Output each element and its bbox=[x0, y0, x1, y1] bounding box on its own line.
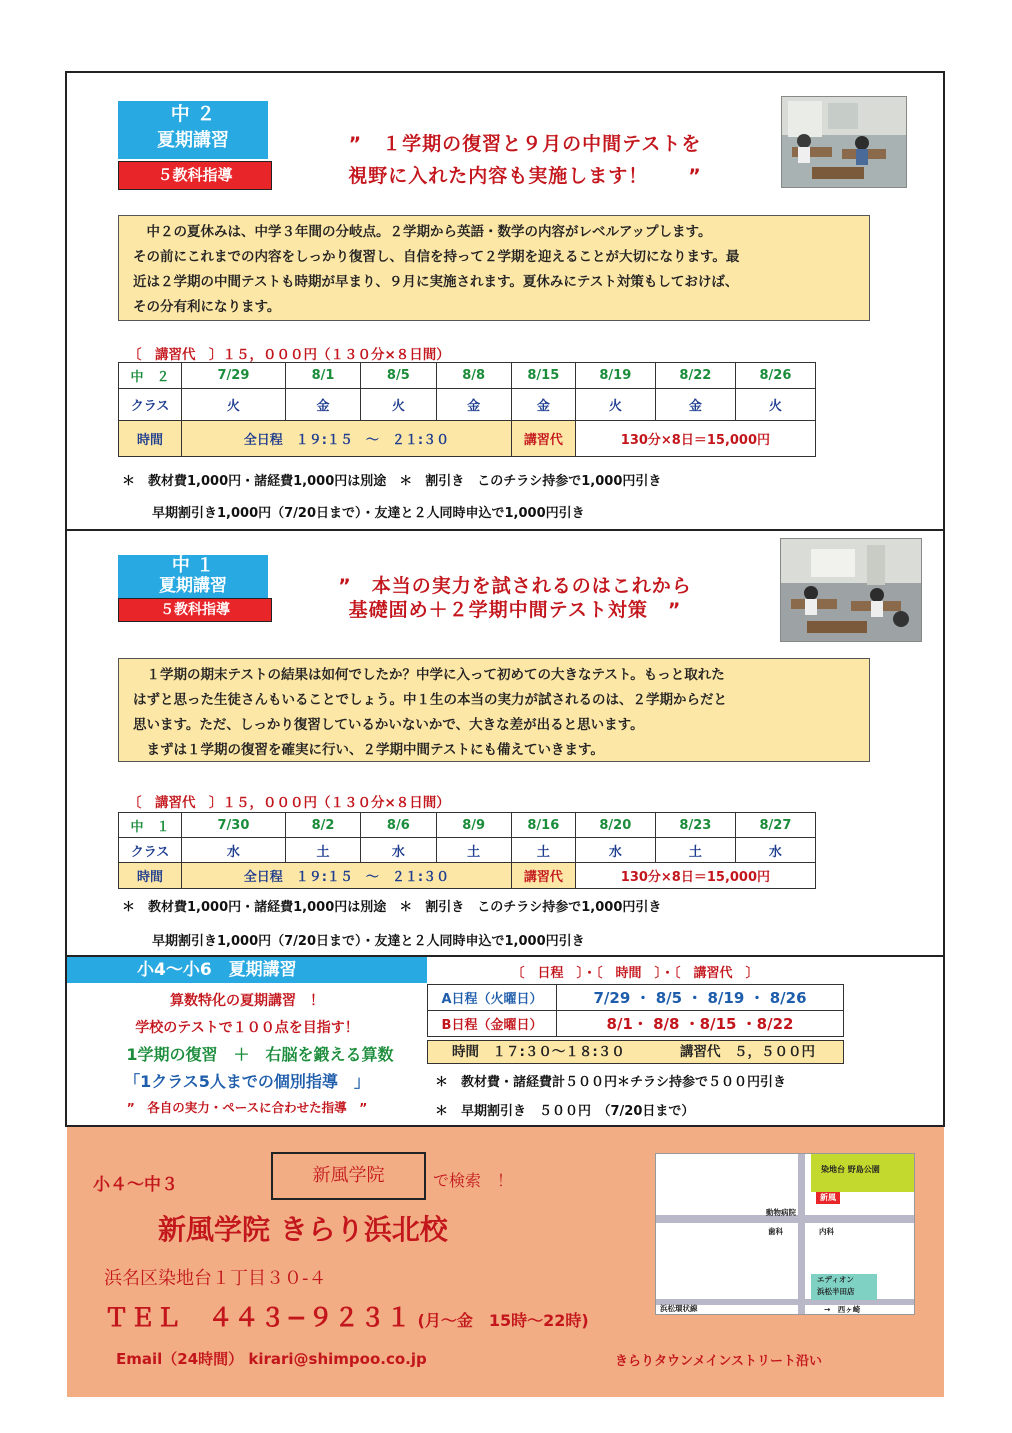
elementary-time: 時間 １７:３０～１８:３０ bbox=[452, 1044, 625, 1060]
chu1-time-label: 時間 bbox=[119, 863, 182, 889]
school-name: 新風学院 きらり浜北校 bbox=[158, 1213, 448, 1246]
map-dental: 歯科 bbox=[768, 1227, 783, 1236]
map-edion-line-1: エディオン bbox=[817, 1275, 854, 1284]
chu1-price: 〔 講習代 〕１５，０００円（１３０分×８日間） bbox=[128, 795, 450, 811]
chu1-day: 土 bbox=[655, 838, 735, 863]
map-park bbox=[811, 1154, 914, 1192]
elementary-title-bar: 小4～小6 夏期講習 bbox=[67, 957, 427, 983]
chu2-footnote-2: 早期割引き1,000円（7/20日まで）・友達と２人同時申込で1,000円引き bbox=[152, 506, 585, 521]
elementary-line-3: 1学期の復習 ＋ 右脳を鍛える算数 bbox=[126, 1045, 394, 1064]
chu1-date: 8/6 bbox=[361, 813, 436, 838]
chu2-badge-grade: 中 ２ bbox=[170, 103, 216, 125]
chu1-date: 8/2 bbox=[285, 813, 360, 838]
chu1-row-label: 中 １ bbox=[119, 813, 182, 838]
chu1-classroom-photo bbox=[780, 538, 922, 642]
chu1-date: 8/20 bbox=[575, 813, 655, 838]
map-road-label: 浜松環状線 bbox=[660, 1304, 698, 1313]
chu1-badge-title: 夏期講習 bbox=[159, 576, 227, 596]
chu2-badge bbox=[118, 101, 268, 159]
map-direction: → 西ヶ崎 bbox=[824, 1305, 861, 1314]
chu1-date: 8/23 bbox=[655, 813, 735, 838]
chu2-date: 8/1 bbox=[285, 363, 360, 389]
chu1-footnote-1: ＊ 教材費1,000円・諸経費1,000円は別途 ＊ 割引き このチラシ持参で1,000円引き bbox=[122, 900, 662, 915]
chu1-day: 水 bbox=[575, 838, 655, 863]
chu2-note-line: 中２の夏休みは、中学３年間の分岐点。２学期から英語・数学の内容がレベルアップします。 bbox=[133, 224, 712, 240]
chu1-fee-value: 130分×8日＝15,000円 bbox=[575, 863, 815, 889]
chu2-price: 〔 講習代 〕１５，０００円（１３０分×８日間） bbox=[128, 347, 450, 363]
chu1-date: 8/27 bbox=[735, 813, 815, 838]
elementary-note-1: ＊ 教材費・諸経費計５００円＊チラシ持参で５００円引き bbox=[435, 1075, 787, 1090]
chu1-date: 8/9 bbox=[436, 813, 511, 838]
chu1-day: 土 bbox=[511, 838, 575, 863]
chu1-footnote-2: 早期割引き1,000円（7/20日まで）・友達と２人同時申込で1,000円引き bbox=[152, 934, 585, 949]
school-phone bbox=[104, 1298, 589, 1334]
map-edion-line-2: 浜松半田店 bbox=[817, 1287, 855, 1296]
chu1-day: 水 bbox=[182, 838, 286, 863]
chu2-date: 8/15 bbox=[511, 363, 575, 389]
chu2-date: 8/8 bbox=[436, 363, 511, 389]
chu1-date: 8/16 bbox=[511, 813, 575, 838]
street-note: きらりタウンメインストリート沿い bbox=[615, 1354, 822, 1369]
chu1-day: 水 bbox=[735, 838, 815, 863]
chu2-fee-value: 130分×8日＝15,000円 bbox=[575, 421, 815, 457]
chu2-date: 8/19 bbox=[575, 363, 655, 389]
search-box: 新風学院 bbox=[271, 1152, 426, 1200]
chu2-note-line: その分有利になります。 bbox=[133, 299, 281, 315]
school-grades: 小４～中３ bbox=[93, 1175, 178, 1195]
a-schedule-label: A日程（火曜日） bbox=[428, 985, 557, 1011]
chu2-day: 火 bbox=[361, 389, 436, 421]
chu1-class-label: クラス bbox=[119, 838, 182, 863]
chu1-day: 水 bbox=[361, 838, 436, 863]
chu2-row-label: 中 ２ bbox=[119, 363, 182, 389]
chu1-time-value: 全日程 １９:１５ ～ ２１:３０ bbox=[182, 863, 512, 889]
elementary-line-4: 「1クラス5人までの個別指導 」 bbox=[124, 1072, 370, 1091]
chu2-time-value: 全日程 １９:１５ ～ ２１:３０ bbox=[182, 421, 512, 457]
chu1-day: 土 bbox=[285, 838, 360, 863]
phone-hours: (月～金 15時～22時) bbox=[417, 1311, 589, 1330]
elementary-schedule-table bbox=[427, 984, 844, 1037]
chu1-day: 土 bbox=[436, 838, 511, 863]
chu1-headline-line-1: ” 本当の実力を試されるのはこれから bbox=[338, 575, 692, 597]
school-address: 浜名区染地台１丁目３０-４ bbox=[104, 1268, 327, 1289]
chu2-day: 金 bbox=[436, 389, 511, 421]
chu1-schedule-table bbox=[118, 812, 816, 889]
chu2-intro-note bbox=[118, 215, 870, 321]
school-email: Email（24時間） kirari@shimpoo.co.jp bbox=[116, 1350, 427, 1368]
chu2-subjects-badge: ５教科指導 bbox=[118, 161, 272, 190]
chu1-headline-line-2: 基礎固め＋２学期中間テスト対策 ” bbox=[348, 599, 682, 621]
chu2-time-label: 時間 bbox=[119, 421, 182, 457]
map-edion bbox=[811, 1274, 877, 1300]
elementary-schedule-header: 〔 日程 〕・〔 時間 〕・〔 講習代 〕 bbox=[511, 966, 759, 981]
access-map bbox=[655, 1153, 915, 1315]
chu1-note-line: はずと思った生徒さんもいることでしょう。中１生の本当の実力が試されるのは、２学期からだと bbox=[133, 692, 727, 708]
chu2-fee-label: 講習代 bbox=[511, 421, 575, 457]
chu2-headline-line-2: 視野に入れた内容も実施します！ ” bbox=[348, 165, 702, 187]
map-internal: 内科 bbox=[819, 1227, 834, 1236]
chu2-day: 火 bbox=[182, 389, 286, 421]
elementary-time-fee-row bbox=[427, 1040, 844, 1064]
elementary-fee: 講習代 ５，５００円 bbox=[680, 1044, 815, 1060]
chu1-note-line: １学期の期末テストの結果は如何でしたか？中学に入って初めての大きなテスト。もっと取れた bbox=[133, 667, 725, 683]
chu2-note-line: 近は２学期の中間テストも時期が早まり、９月に実施されます。夏休みにテスト対策もしておけば、 bbox=[133, 274, 739, 290]
chu1-fee-label: 講習代 bbox=[511, 863, 575, 889]
chu2-day: 金 bbox=[655, 389, 735, 421]
chu2-day: 火 bbox=[735, 389, 815, 421]
elementary-line-2: 学校のテストで１００点を目指す！ bbox=[135, 1020, 359, 1036]
chu2-headline bbox=[290, 128, 760, 192]
chu1-headline bbox=[290, 574, 740, 622]
chu1-intro-note bbox=[118, 658, 870, 762]
elementary-note-2: ＊ 早期割引き ５００円 （7/20日まで） bbox=[435, 1104, 695, 1119]
b-schedule-label: B日程（金曜日） bbox=[428, 1011, 557, 1037]
chu2-class-label: クラス bbox=[119, 389, 182, 421]
chu2-date: 7/29 bbox=[182, 363, 286, 389]
search-text: で検索 ！ bbox=[433, 1171, 514, 1190]
chu2-footnote-1: ＊ 教材費1,000円・諸経費1,000円は別途 ＊ 割引き このチラシ持参で1,000円引き bbox=[122, 474, 662, 489]
b-schedule-dates: 8/1・ 8/8 ・8/15 ・8/22 bbox=[557, 1011, 844, 1037]
elementary-line-5: ” 各自の実力・ペースに合わせた指導 ” bbox=[126, 1100, 368, 1115]
chu2-headline-line-1: ” １学期の復習と９月の中間テストを bbox=[348, 133, 702, 155]
chu2-day: 金 bbox=[511, 389, 575, 421]
chu2-note-line: その前にこれまでの内容をしっかり復習し、自信を持って２学期を迎えることが大切になります。最 bbox=[133, 249, 740, 265]
chu1-note-line: 思います。ただ、しっかり復習しているかいないかで、大きな差が出ると思います。 bbox=[133, 717, 644, 733]
chu2-classroom-photo bbox=[781, 96, 907, 188]
elementary-line-1: 算数特化の夏期講習 ！ bbox=[170, 993, 324, 1009]
chu2-day: 金 bbox=[285, 389, 360, 421]
chu1-note-line: まずは１学期の復習を確実に行い、２学期中間テストにも備えていきます。 bbox=[133, 742, 604, 758]
chu1-badge bbox=[118, 555, 268, 599]
chu2-schedule-table bbox=[118, 362, 816, 457]
map-road-vertical bbox=[798, 1154, 805, 1314]
map-park-label: 染地台 野島公園 bbox=[821, 1165, 880, 1174]
map-hospital: 動物病院 bbox=[766, 1208, 796, 1217]
chu2-date: 8/26 bbox=[735, 363, 815, 389]
phone-number: ＴＥＬ ４４３−９２３１ bbox=[104, 1303, 412, 1332]
chu1-badge-grade: 中 １ bbox=[171, 555, 215, 576]
chu1-date: 7/30 bbox=[182, 813, 286, 838]
a-schedule-dates: 7/29 ・ 8/5 ・ 8/19 ・ 8/26 bbox=[557, 985, 844, 1011]
chu2-badge-title: 夏期講習 bbox=[157, 130, 229, 151]
chu2-date: 8/5 bbox=[361, 363, 436, 389]
chu1-subjects-badge: ５教科指導 bbox=[118, 598, 272, 622]
map-school-mark: 新風 bbox=[816, 1192, 840, 1204]
chu2-date: 8/22 bbox=[655, 363, 735, 389]
chu2-day: 火 bbox=[575, 389, 655, 421]
